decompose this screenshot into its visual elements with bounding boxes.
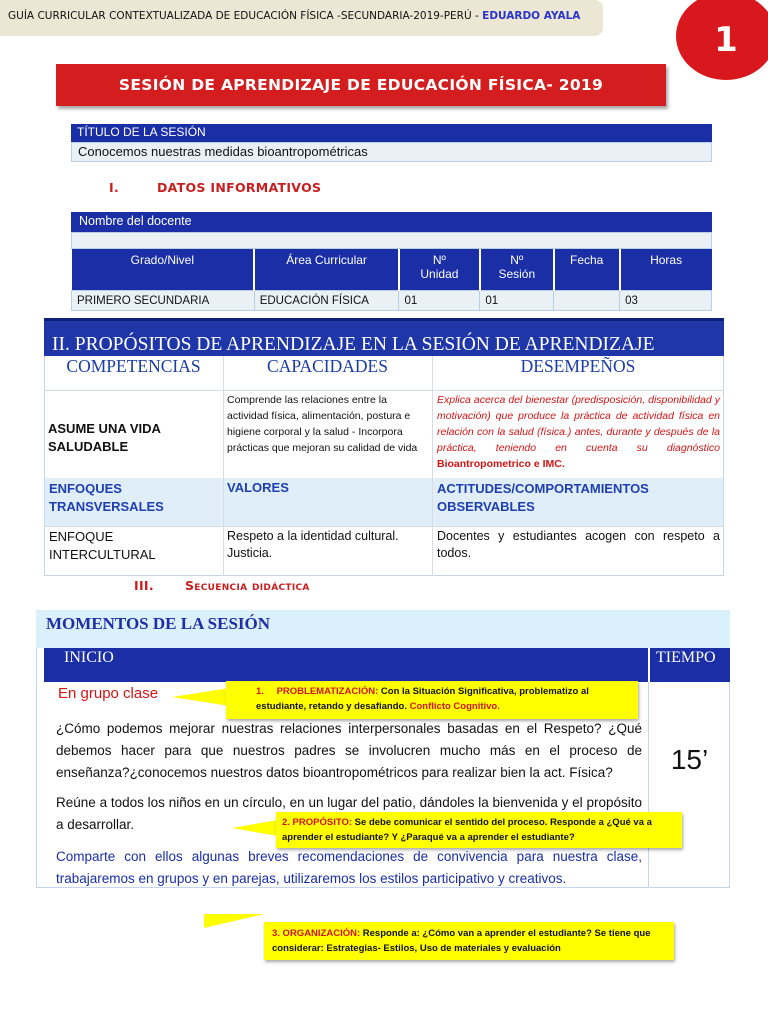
datos-table [71,249,712,311]
tiempo-header: TIEMPO [648,648,730,682]
divider [223,478,224,576]
secuencia-heading: Secuencia didáctica [185,578,310,593]
header-area: Área Curricular [254,249,399,291]
divider [44,390,724,391]
note2-text: Se debe comunicar el sentido del proceso. Responde a ¿Qué va a aprender el estudiante? Y ¿Paraqué va a aprender el estudiante? [282,817,652,843]
value-sesion: 01 [480,291,554,311]
header-sesion: Nº Sesión [480,249,554,291]
actitudes-value: Docentes y estudiantes acogen con respeto a todos. [437,529,720,560]
header-unidad: Nº Unidad [399,249,480,291]
banner-text: GUÍA CURRICULAR CONTEXTUALIZADA DE EDUCACIÓN FÍSICA -SECUNDARIA-2019-PERÚ - [8,10,483,22]
header-horas: Horas [620,249,712,291]
datos-heading-number: I. [109,180,119,195]
value-horas: 03 [620,291,712,311]
value-grado: PRIMERO SECUNDARIA [72,291,255,311]
col-competencias: COMPETENCIAS [66,356,201,376]
header-fecha: Fecha [554,249,620,291]
docente-label: Nombre del docente [71,212,712,232]
divider [432,478,433,576]
page-number-badge: 1 [676,0,768,80]
datos-heading: DATOS INFORMATIVOS [157,180,322,195]
top-banner [0,0,603,36]
desempenos-value [437,392,720,472]
momentos-title: MOMENTOS DE LA SESIÓN [36,610,730,648]
value-fecha [554,291,620,311]
datos-header-row [72,249,712,291]
desempenos-bold: Bioantropometrico e IMC. [437,458,565,470]
titulo-value: Conocemos nuestras medidas bioantropométricas [71,142,712,162]
propositos-heading: II. PROPÓSITOS DE APRENDIZAJE EN LA SESIÓN DE APRENDIZAJE [44,318,724,356]
reune-text: Reúne a todos los niños en un círculo, en un lugar del patio, dándoles la bienvenida y el propósito a desarrollar. [56,795,642,832]
header-grado: Grado/Nivel [72,249,255,291]
note-problematizacion [226,681,638,719]
grupo-label: En grupo clase [58,685,159,702]
desempenos-text: Explica acerca del bienestar (predisposición, disponibilidad y motivación) que produce la práctica de actividad física en relación con la salud (física.) antes, durante y después de la práctica, teniendo en cuenta su diagnóstico [437,394,720,454]
question-text: ¿Cómo podemos mejorar nuestras relaciones interpersonales basadas en el Respeto? ¿Qué debemos hacer para que nuestros padres se involucren mucho más en el proceso de enseñanza?¿conocemos nuestros datos bioantropométricos para realizar bien la act. Física? [56,721,642,780]
inicio-header: INICIO [44,648,648,682]
enfoques-label: ENFOQUES TRANSVERSALES [49,481,164,514]
note2-label: 2. PROPÓSITO: [282,817,353,828]
note-pointer [232,820,278,836]
docente-value [71,232,712,249]
competencia-value: ASUME UNA VIDA SALUDABLE [48,421,161,454]
titulo-label: TÍTULO DE LA SESIÓN [71,124,712,142]
note-organizacion [264,922,674,960]
note1-label: PROBLEMATIZACIÓN: [276,686,379,697]
note-pointer [204,914,264,928]
note3-label: 3. ORGANIZACIÓN: [272,928,361,939]
main-title: SESIÓN DE APRENDIZAJE DE EDUCACIÓN FÍSICA- 2019 [56,64,666,106]
banner-author: EDUARDO AYALA [482,10,581,22]
col-capacidades: CAPACIDADES [267,356,388,376]
enfoque-value: ENFOQUE INTERCULTURAL [49,529,156,562]
note-proposito [276,812,682,848]
secuencia-heading-number: III. [134,578,154,593]
note3-text: Responde a: ¿Cómo van a aprender el estudiante? Se tiene que considerar: Estrategias- Estilos, Uso de materiales y evaluación [272,928,651,954]
datos-value-row [72,291,712,311]
note1-red: Conflicto Cognitivo. [409,701,500,712]
note-pointer [172,688,230,706]
value-unidad: 01 [399,291,480,311]
actitudes-label: ACTITUDES/COMPORTAMIENTOS OBSERVABLES [437,481,649,514]
note1-number: 1. [256,686,264,697]
capacidades-value: Comprende las relaciones entre la actividad física, alimentación, postura e higiene corporal y la salud - Incorpora prácticas que mejoran su calidad de vida [227,394,418,454]
valores-label: VALORES [227,480,289,495]
valores-value: Respeto a la identidad cultural. Justicia. [227,529,399,560]
note1-text: Con la Situación Significativa, problematizo al estudiante, retando y desafiando. [256,686,589,712]
comparte-text: Comparte con ellos algunas breves recomendaciones de convivencia para nuestra clase, trabajaremos en grupos y en parejas, utilizaremos los estilos participativo y creativos. [56,849,642,886]
value-area: EDUCACIÓN FÍSICA [254,291,399,311]
col-desempenos: DESEMPEÑOS [520,356,636,376]
time-value: 15’ [648,682,730,887]
divider [44,526,724,527]
